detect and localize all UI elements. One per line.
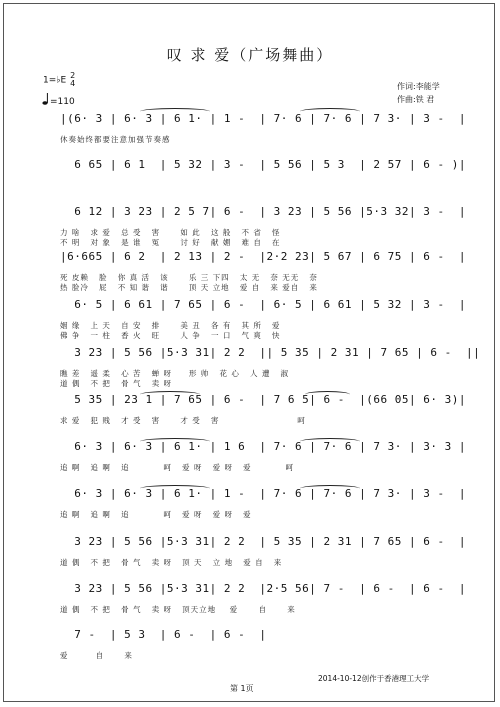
lyric-line: 力 啥 求 爱 总 受 害 如 此 这 般 不 省 怪	[60, 228, 281, 237]
lyric-line: 道 偶 不 把 骨 气 卖 呀 顶 天 立 地 爱 自 来	[60, 558, 283, 567]
lyric-line: 道 偶 不 把 骨 气 卖 呀 顶天立地 爱 自 来	[60, 605, 296, 614]
notation-row: |(6· 3 | 6· 3 | 6 1· | 1 - | 7· 6 | 7· 6 | 7 3· | 3 - |	[60, 112, 466, 125]
key-signature	[43, 72, 75, 88]
notation-row: 6 65 | 6 1 | 5 32 | 3 - | 5 56 | 5 3 | 2 57 | 6 - )|	[60, 158, 466, 171]
notation-row: 3 23 | 5 56 |5·3 31| 2 2 || 5 35 | 2 31 | 7 65 | 6 - ||	[60, 346, 481, 359]
slur-mark	[305, 391, 350, 398]
slur-mark	[140, 391, 200, 398]
page-number: 第 1页	[230, 684, 254, 693]
notation-row: 3 23 | 5 56 |5·3 31| 2 2 | 5 35 | 2 31 | 7 65 | 6 - |	[60, 535, 466, 548]
notation-row: 6· 3 | 6· 3 | 6 1· | 1 - | 7· 6 | 7· 6 | 7 3· | 3 - |	[60, 487, 466, 500]
lyric-line: 求 爱 犯 贱 才 受 害 才 受 害 呵	[60, 416, 306, 425]
notation-row: 6· 3 | 6· 3 | 6 1· | 1 6 | 7· 6 | 7· 6 | 7 3· | 3· 3 |	[60, 440, 466, 453]
notation-row: |6·665 | 6 2 | 2 13 | 2 - |2·2 23| 5 67 | 6 75 | 6 - |	[60, 250, 466, 263]
lyric-line: 爱 自 来	[60, 651, 133, 660]
lyric-line: 追 啊 追 啊 追 呵 爱 呀 爱 呀 爱 呵	[60, 463, 294, 472]
notation-row: 3 23 | 5 56 |5·3 31| 2 2 |2·5 56| 7 - | 6 - | 6 - |	[60, 582, 466, 595]
composer-credit: 作曲:铁 君	[397, 95, 435, 104]
lyric-line: 休奏始终都要注意加强节奏感	[60, 135, 171, 144]
notation-row: 7 - | 5 3 | 6 - | 6 - |	[60, 628, 267, 641]
notation-row: 6· 5 | 6 61 | 7 65 | 6 - | 6· 5 | 6 61 | 5 32 | 3 - |	[60, 298, 466, 311]
notation-row: 5 35 | 23 1 | 7 65 | 6 - | 7 6 5| 6 - |(66 05| 6· 3)|	[60, 393, 466, 406]
lyric-line: 死 皮赖 脸 你 真 活 该 乐 三 下四 太 无 奈 无无 奈	[60, 273, 318, 282]
slur-mark	[300, 438, 360, 445]
lyricist-credit: 作词:李能学	[397, 82, 440, 91]
lyric-line: 热 脸冷 屁 不 知 谐 谐 顶 天 立地 爱 自 来 爱自 来	[60, 283, 318, 292]
lyric-line: 瞧 差 遥 柔 心 苦 蝉 呀 形 帅 花 心 人 遭 淑	[60, 369, 290, 378]
lyric-line: 姻 缘 上 天 自 安 排 美 丑 各 有 其 所 爱	[60, 321, 281, 330]
slur-mark	[300, 108, 360, 115]
lyric-line: 不 明 对 象 是 谁 冤 讨 好 献 媚 难 自 在	[60, 238, 281, 247]
credits	[397, 80, 440, 106]
slur-mark	[140, 108, 210, 115]
slur-mark	[300, 485, 360, 492]
composition-note: 2014-10-12创作于香港理工大学	[318, 674, 430, 683]
slur-mark	[140, 438, 210, 445]
time-signature: 2 4	[70, 71, 76, 88]
key-label: 1=♭E	[43, 75, 67, 86]
lyric-line: 佛 争 一 柱 香 火 旺 人 争 一 口 气 爽 快	[60, 331, 281, 340]
song-title: 叹 求 爱（广场舞曲）	[166, 46, 334, 64]
quarter-note-icon	[42, 93, 50, 105]
slur-mark	[140, 485, 210, 492]
lyric-line: 追 啊 追 啊 追 呵 爱 呀 爱 呀 爱	[60, 510, 252, 519]
notation-row: 6 12 | 3 23 | 2 5 7| 6 - | 3 23 | 5 56 |5·3 32| 3 - |	[60, 205, 466, 218]
lyric-line: 道 偶 不 把 骨 气 卖 呀	[60, 379, 172, 388]
tempo-marking: =110	[50, 97, 75, 107]
